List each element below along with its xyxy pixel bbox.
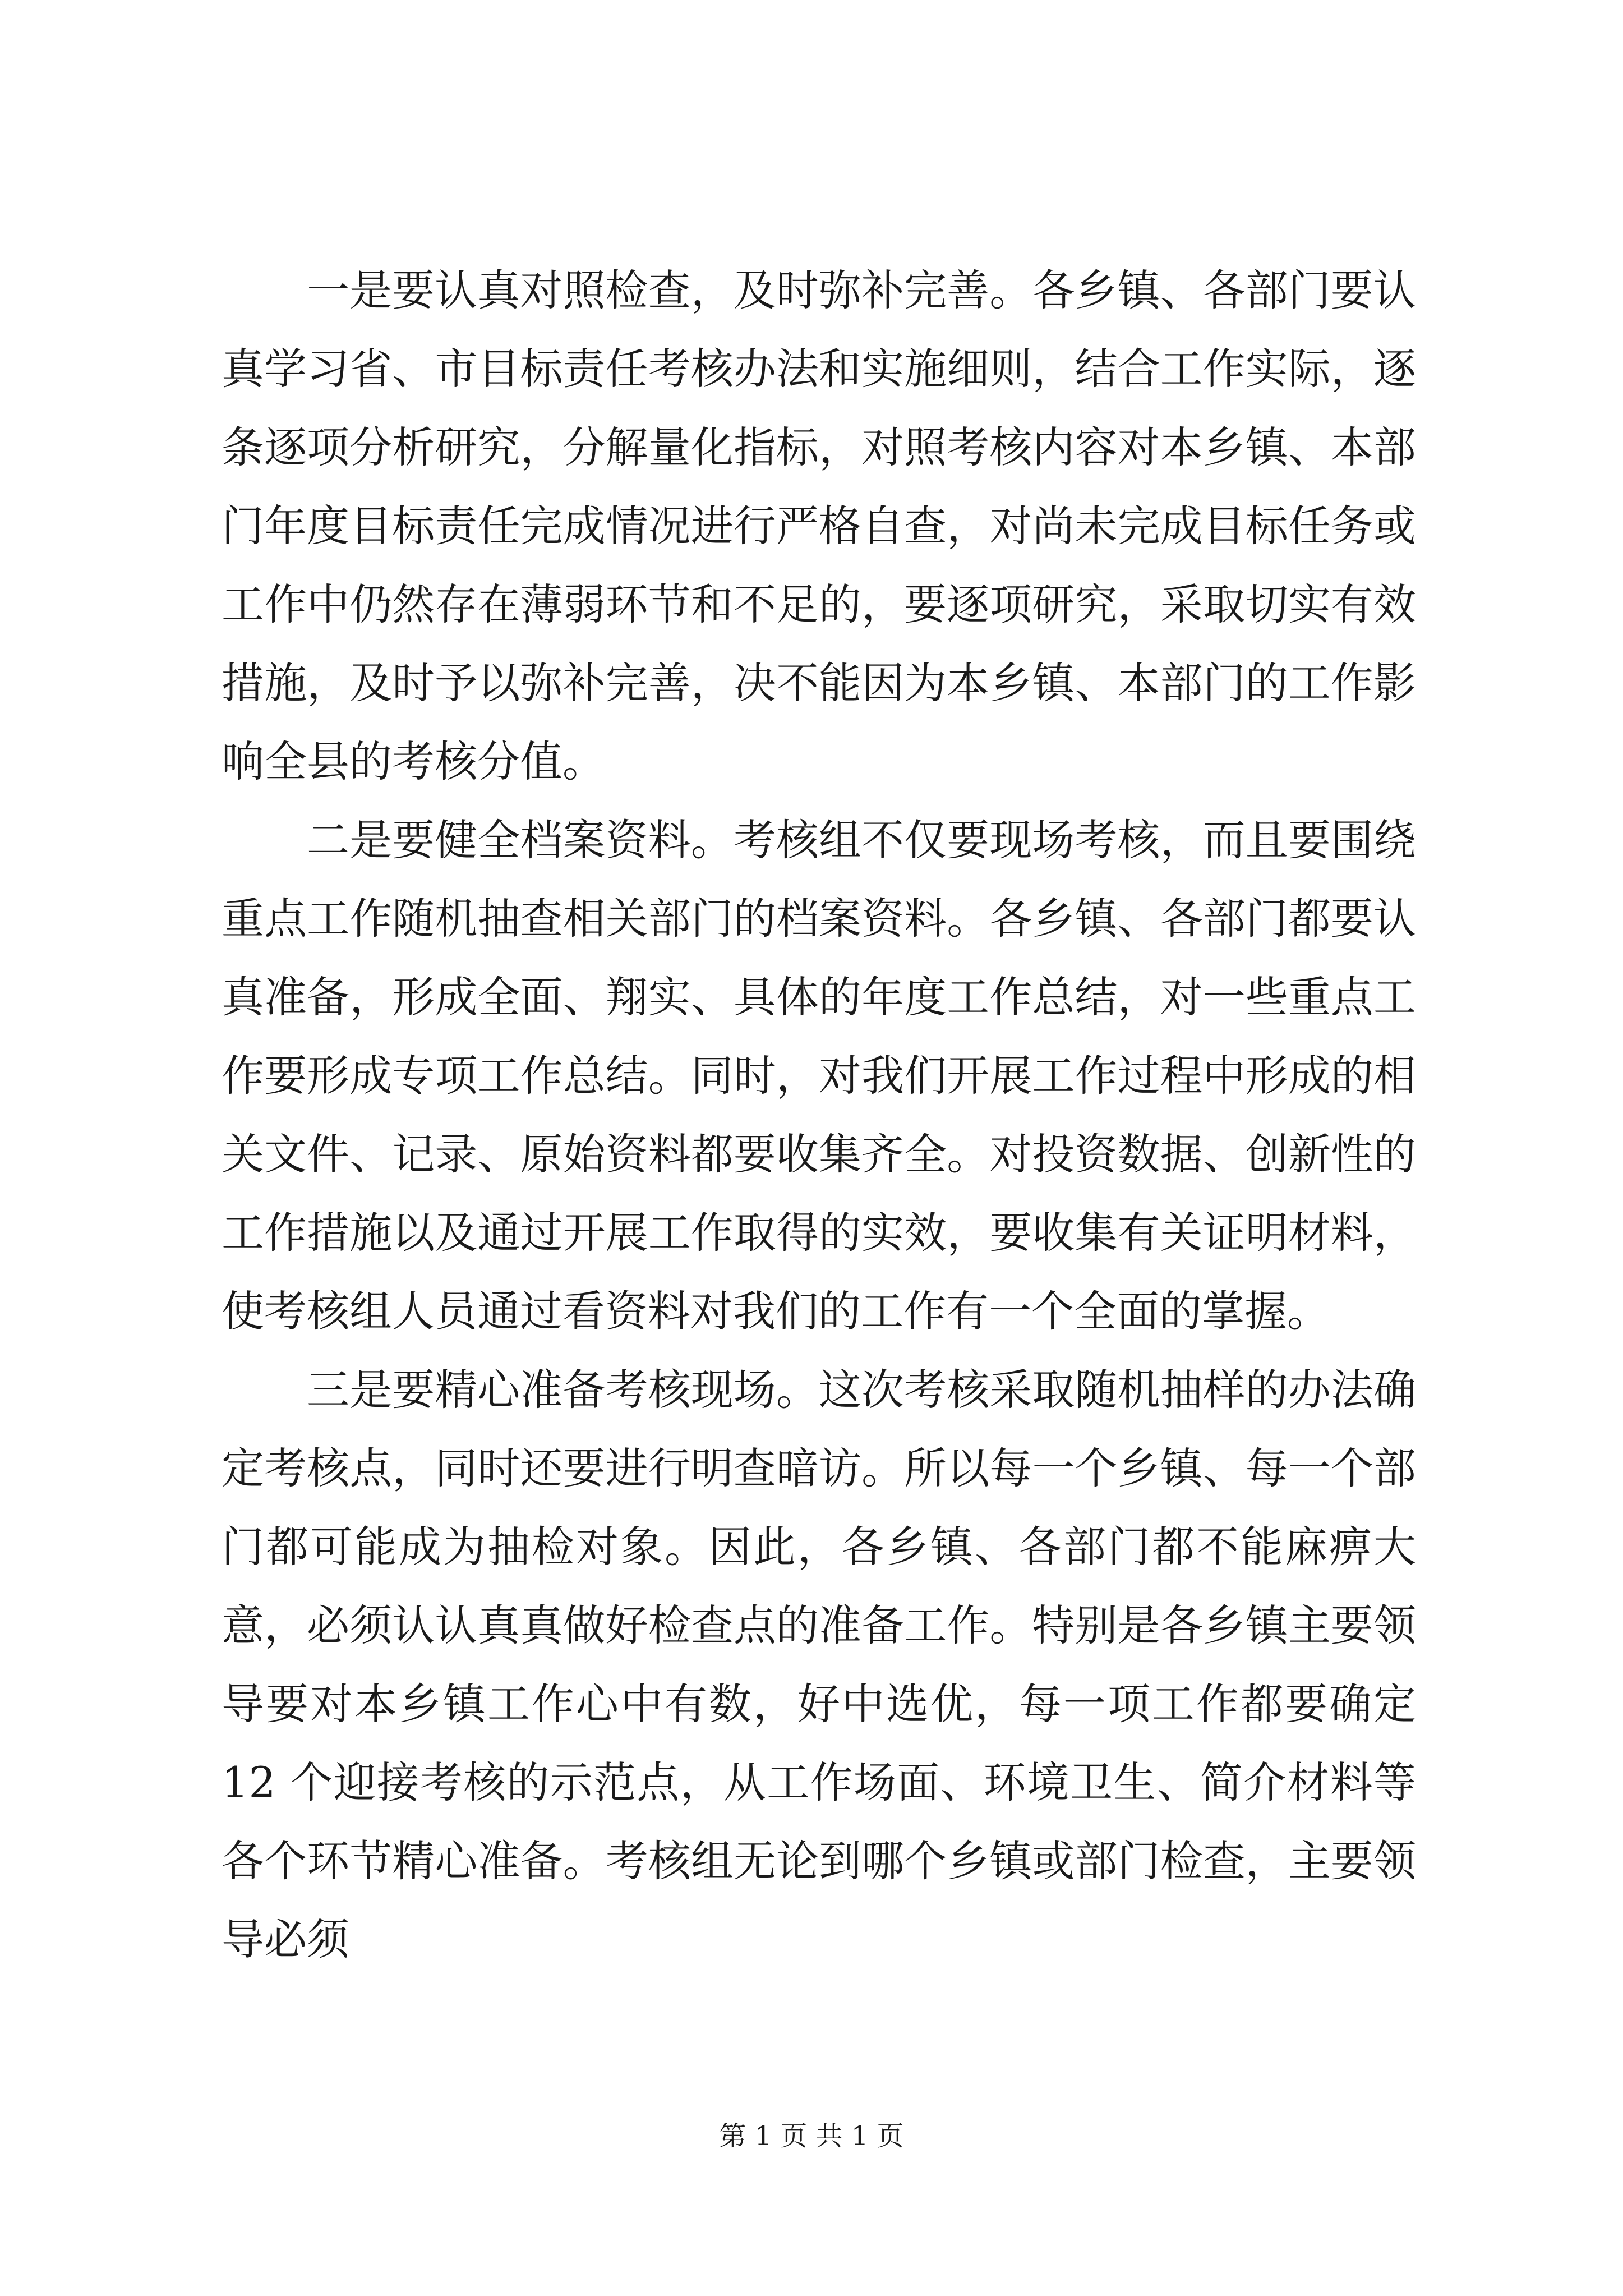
document-body: [222, 251, 1416, 1979]
paragraph-2: 二是要健全档案资料。考核组不仅要现场考核，而且要围绕重点工作随机抽查相关部门的档案资料。各乡镇、各部门都要认真准备，形成全面、翔实、具体的年度工作总结，对一些重点工作要形成专项工作总结。同时，对我们开展工作过程中形成的相关文件、记录、原始资料都要收集齐全。对投资数据、创新性的工作措施以及通过开展工作取得的实效，要收集有关证明材料，使考核组人员通过看资料对我们的工作有一个全面的掌握。: [222, 815, 1416, 1336]
page-footer: 第 1 页 共 1 页: [719, 2120, 904, 2152]
paragraph-1: 一是要认真对照检查，及时弥补完善。各乡镇、各部门要认真学习省、市目标责任考核办法和实施细则，结合工作实际，逐条逐项分析研究，分解量化指标，对照考核内容对本乡镇、本部门年度目标责任完成情况进行严格自查，对尚未完成目标任务或工作中仍然存在薄弱环节和不足的，要逐项研究，采取切实有效措施，及时予以弥补完善，决不能因为本乡镇、本部门的工作影响全县的考核分值。: [222, 265, 1416, 786]
paragraph-3: 三是要精心准备考核现场。这次考核采取随机抽样的办法确定考核点，同时还要进行明查暗访。所以每一个乡镇、每一个部门都可能成为抽检对象。因此，各乡镇、各部门都不能麻痹大意，必须认认真真做好检查点的准备工作。特别是各乡镇主要领导要对本乡镇工作心中有数，好中选优，每一项工作都要确定 12 个迎接考核的示范点，从工作场面、环境卫生、简介材料等各个环节精心准备。考核组无论到哪个乡镇或部门检查，主要领导必须: [222, 1365, 1416, 1964]
